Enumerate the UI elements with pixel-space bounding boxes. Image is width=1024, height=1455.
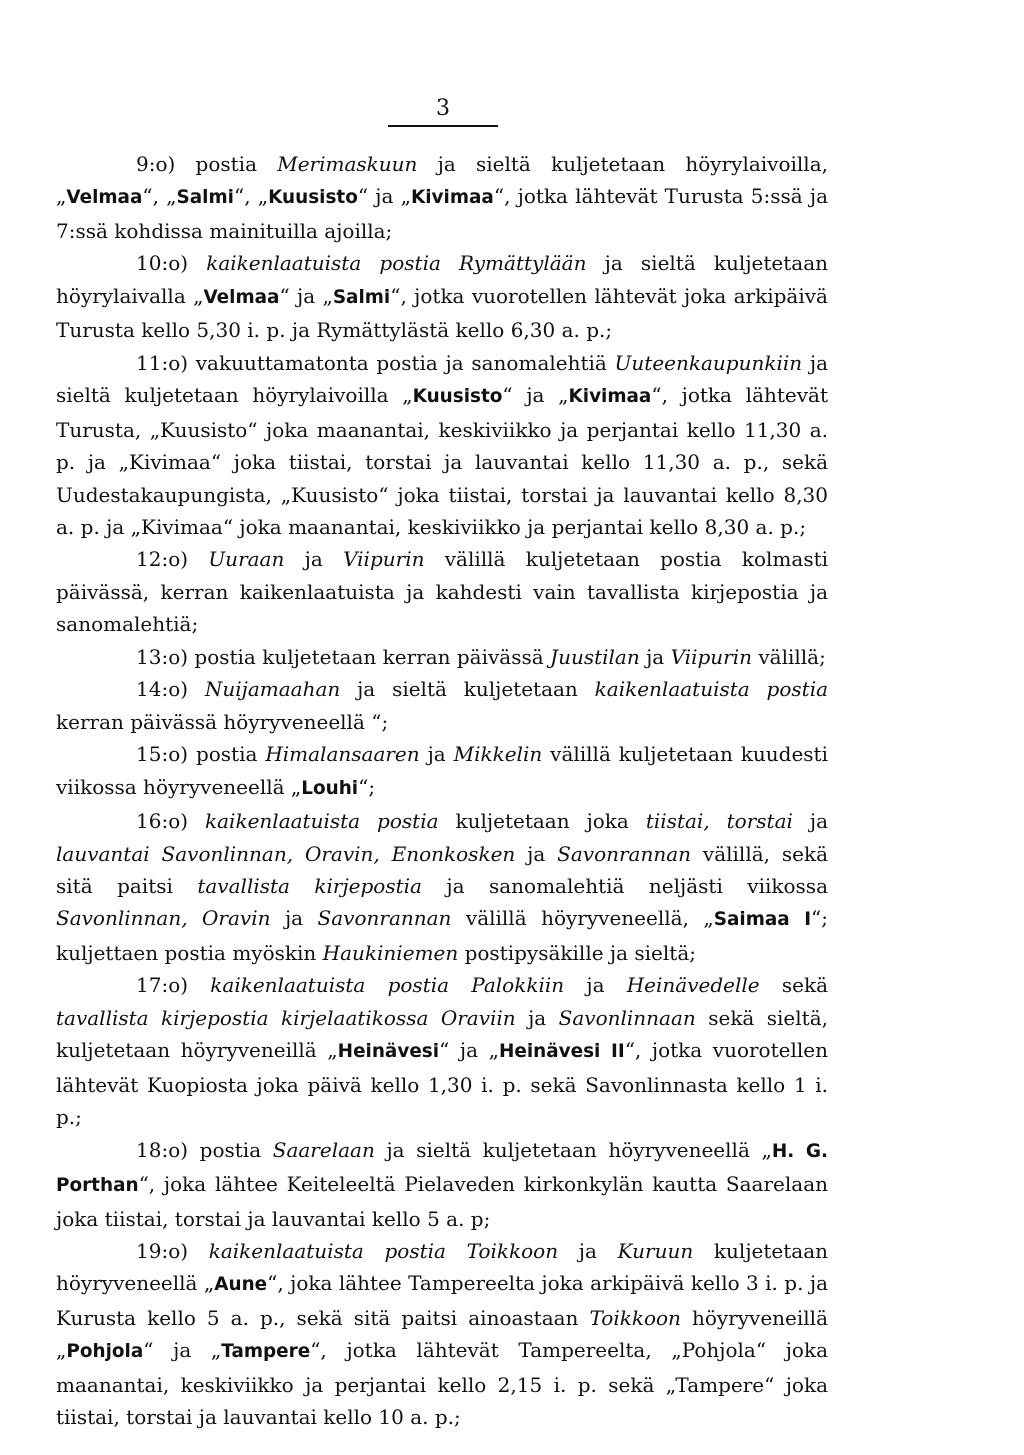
italic-text: Juustilan [550,644,640,669]
boat-name: Salmi [332,286,391,308]
text-run: 17:o) [136,973,211,998]
text-run: ja [419,742,454,767]
text-run: ja sieltä kuljetetaan höyrylaivalla „ [56,251,828,308]
text-run: “; [358,774,376,799]
paragraph-15 [56,738,828,805]
italic-text: Uuraan [208,547,285,572]
paragraph-12 [56,543,828,640]
paragraph-10 [56,247,828,346]
text-run: postipysäkille ja sieltä; [458,940,696,965]
text-run: ja [564,973,627,998]
italic-text: tiistai, torstai [645,809,793,834]
text-run: kuljetetaan höyryveneellä „ [56,1238,828,1296]
text-run: ja [558,1238,618,1263]
boat-name: Saimaa I [713,909,812,931]
paragraph-9 [56,148,828,247]
text-run: “ ja „ [502,383,569,408]
text-run: 18:o) postia [136,1137,273,1162]
paragraph-14 [56,673,828,738]
body-text [56,148,828,1434]
italic-text: kaikenlaatuista postia Rymättylään [206,251,587,276]
text-run: välillä kuljetetaan postia kolmasti päivässä, kerran kaikenlaatuista ja kahdesti vain tavallista kirjepostia ja sanomalehtiä; [56,547,829,637]
italic-text: tavallista kirjepostia [197,873,422,898]
text-run: ja [284,547,344,572]
text-run: sekä sieltä, kuljetetaan höyryveneillä „ [56,1005,828,1063]
text-run: “, „ [142,184,177,209]
boat-name: Kuusisto [412,386,503,408]
text-run: 9:o) postia [136,152,278,176]
text-run: “ ja „ [279,283,333,308]
boat-name: Heinävesi II [498,1041,625,1063]
text-run: välillä kuljetetaan kuudesti viikossa höyryveneellä „ [56,742,828,799]
text-run: ja sieltä kuljetetaan höyrylaivoilla, „ [56,152,828,209]
boat-name: Kuusisto [268,187,358,209]
italic-text: kaikenlaatuista postia [205,809,439,834]
italic-text: kaikenlaatuista postia Toikkoon [208,1238,559,1263]
italic-text: tavallista kirjepostia kirjelaatikossa Oraviin [56,1005,516,1030]
text-run: ja [515,1005,559,1030]
boat-name: Aune [214,1274,268,1296]
text-run: “, jotka lähtevät Turusta 5:ssä ja 7:ssä kohdissa mainituilla ajoilla; [56,184,829,243]
italic-text: Savonrannan [317,906,452,931]
text-run: “, joka lähtee Tampereelta joka arkipäivä kello 3 i. p. ja Kurusta kello 5 a. p., sekä sitä paitsi ainoastaan [56,1271,828,1330]
text-run: ja sieltä kuljetetaan höyrylaivoilla „ [56,350,828,408]
text-run: 16:o) [136,809,206,834]
text-run: “, jotka vuorotellen lähtevät Kuopiosta joka päivä kello 1,30 i. p. sekä Savonlinnasta kello 1 i. p.; [56,1038,828,1130]
text-run: “, jotka lähtevät Tampereelta, „Pohjola“ joka maanantai, keskiviikko ja perjantai kello 2,15 i. p. sekä „Tampere“ joka tiistai, torstai ja lauvantai kello 10 a. p.; [56,1338,828,1430]
italic-text: Saarelaan [272,1137,375,1162]
text-run: ja [792,809,829,834]
italic-text: Haukiniemen [322,940,459,965]
italic-text: Himalansaaren [265,742,420,767]
paragraph-16 [56,805,828,969]
italic-text: Merimaskuun [277,152,418,176]
italic-text: Viipurin [670,644,752,669]
italic-text: kaikenlaatuista postia Palokkiin [210,973,565,998]
paragraph-13 [56,641,828,673]
text-run: 10:o) [136,251,207,276]
italic-text: Savonlinnaan [558,1005,696,1030]
text-run: 13:o) postia kuljetetaan kerran päivässä [136,644,551,669]
italic-text: Heinävedelle [626,973,760,998]
text-run: sekä [759,973,829,998]
text-run: 19:o) [136,1238,209,1263]
boat-name: Louhi [301,777,359,799]
italic-text: Toikkoon [589,1305,681,1330]
text-run: välillä höyryveneellä, „ [451,906,714,931]
text-run: 11:o) vakuuttamatonta postia ja sanomalehtiä [136,350,615,375]
text-run: ja [270,906,318,931]
boat-name: H. G. Porthan [56,1140,828,1197]
paragraph-19 [56,1235,828,1434]
text-run: “ ja „ [357,184,411,209]
italic-text: kaikenlaatuista postia [594,677,829,702]
boat-name: Velmaa [66,187,143,209]
italic-text: Nuijamaahan [204,677,341,702]
paragraph-11 [56,347,828,544]
text-run: kerran päivässä höyryveneellä “; [56,709,389,734]
boat-name: Kivimaa [568,386,652,408]
page-number: 3 [436,96,450,121]
italic-text: Mikkelin [453,742,543,767]
paragraph-18 [56,1134,828,1235]
italic-text: Savonrannan [557,841,692,866]
text-run: “, joka lähtee Keiteleeltä Pielaveden kirkonkylän kautta Saarelaan joka tiistai, torstai ja lauvantai kello 5 a. p; [56,1172,828,1231]
boat-name: Heinävesi [337,1041,440,1063]
text-run: “ ja „ [439,1038,499,1063]
italic-text: Uuteenkaupunkiin [614,350,803,375]
text-run: “, jotka lähtevät Turusta, „Kuusisto“ joka maanantai, keskiviikko ja perjantai kello 11,30 a. p. ja „Kivimaa“ joka tiistai, torstai ja lauvantai kello 11,30 a. p., sekä Uudestakaupungista, „Kuusisto“ joka tiistai, torstai ja lauvantai kello 8,30 a. p. ja „Kivimaa“ joka maanantai, keskiviikko ja perjantai kello 8,30 a. p.; [56,383,828,539]
boat-name: Pohjola [66,1341,144,1363]
italic-text: lauvantai Savonlinnan, Oravin, Enonkosken [56,841,516,866]
text-run: ja sieltä kuljetetaan höyryveneellä „ [374,1137,772,1162]
text-run: “ ja „ [143,1338,222,1363]
text-run: “, „ [233,184,269,209]
text-run: “, jotka vuorotellen lähtevät joka arkipäivä Turusta kello 5,30 i. p. ja Rymättylästä kello 6,30 a. p.; [56,283,828,343]
text-run: ja sanomalehtiä neljästi viikossa [421,873,828,898]
text-run: 15:o) postia [136,742,266,767]
text-run: höyryveneillä „ [56,1305,829,1363]
italic-text: Kuruun [617,1238,694,1263]
paragraph-17 [56,969,828,1133]
boat-name: Salmi [176,187,234,209]
boat-name: Kivimaa [411,187,494,209]
text-run: välillä, sekä sitä paitsi [56,841,828,898]
italic-text: Viipurin [343,547,425,572]
text-run: ja [639,644,671,669]
boat-name: Velmaa [203,286,280,308]
text-run: 14:o) [136,677,205,702]
page-number-rule [388,125,498,127]
text-run: ja [515,841,558,866]
text-run: kuljetetaan joka [438,809,646,834]
italic-text: Savonlinnan, Oravin [56,906,271,931]
boat-name: Tampere [221,1341,311,1363]
text-run: ja sieltä kuljetetaan [340,677,595,702]
text-run: 12:o) [136,547,209,572]
text-run: välillä; [751,644,826,669]
text-run: “; kuljettaen postia myöskin [56,906,829,965]
